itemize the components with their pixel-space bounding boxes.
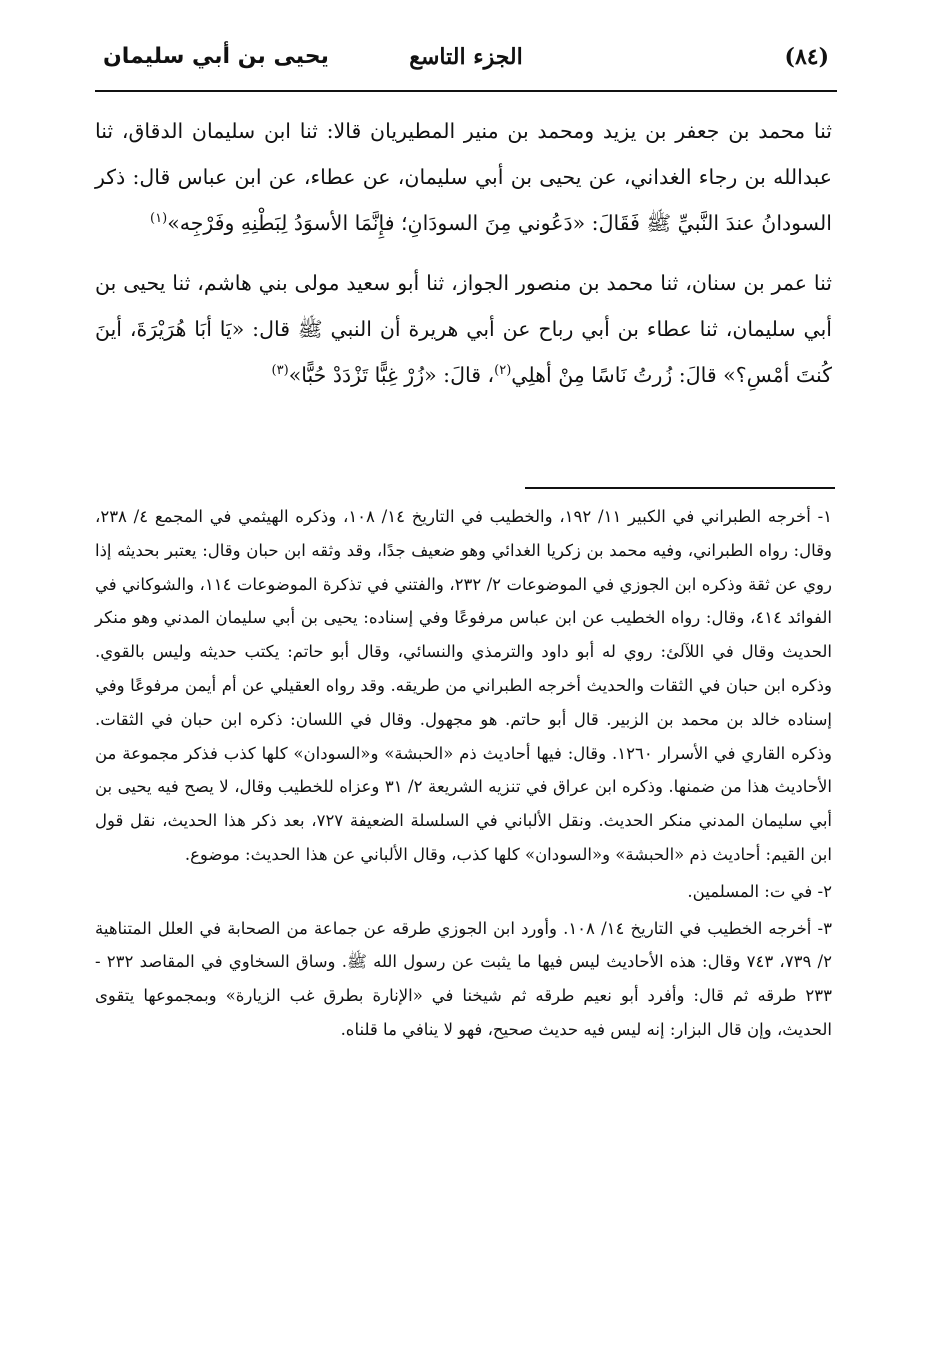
running-header	[95, 30, 837, 92]
footnote-number: ٢-	[817, 881, 832, 901]
section-name: يحيى بن أبي سليمان	[103, 44, 329, 69]
footnote-text: أخرجه الطبراني في الكبير ١١/ ١٩٢، والخطيب في التاريخ ١٤/ ١٠٨، وذكره الهيثمي في المجمع ٤/ ٢٣٨، وقال: رواه الطبراني، وفيه محمد بن زكريا الغدائي وهو ضعيف جدًا، وقد وثقه ابن حبان وقال: يعتبر بحديثه إذا روي عن ثقة وذكره ابن الجوزي في الموضوعات ٢/ ٢٣٢، والفتني في تذكرة الموضوعات ١١٤، والشوكاني في الفوائد ٤١٤، وقال: رواه الخطيب عن ابن عباس مرفوعًا وفي إسناده: يحيى بن أبي سليمان المدني وهو منكر الحديث وقال في اللآلئ: روي له أبو داود والترمذي والنسائي، وقال أبو حاتم: يكتب حديثه وليس بالقوي. وذكره ابن حبان في الثقات والحديث أخرجه الطبراني من طريقه. وقد رواه العقيلي عن أم أيمن مرفوعًا وفي إسناده خالد بن محمد بن الزبير. قال أبو حاتم. هو مجهول. وقال في اللسان: ذكره ابن حبان في الثقات. وذكره القاري في الأسرار ١٢٦٠. وقال: فيها أحاديث ذم «الحبشة» و«السودان» كلها كذب فذكر مجموعة من الأحاديث هذا من ضمنها. وذكره ابن عراق في تنزيه الشريعة ٢/ ٣١ وعزاه للخطيب وقال، لا يصح فيه يحيى بن أبي سليمان المدني منكر الحديث. ونقل الألباني في السلسلة الضعيفة ٧٢٧، بعد ذكر هذا الحديث، نقل قول ابن القيم: أحاديث ذم «الحبشة» و«السودان» كلها كذب، وقال الألباني عن هذا الحديث: موضوع.	[95, 507, 833, 864]
hadith-paragraph-1	[95, 108, 832, 246]
paragraph-text: ثنا محمد بن جعفر بن يزيد ومحمد بن منير المطيريان قالا: ثنا ابن سليمان الدقاق، ثنا عبدالله بن رجاء الغداني، عن يحيى بن أبي سليمان، عن عطاء، عن ابن عباس قال: ذكر السودانُ عندَ النَّبيِّ ﷺ فَقَالَ: «دَعُوني مِنَ السودَانِ؛ فإِنَّمَا الأسوَدُ لِبَطْنِهِ وفَرْجِه»	[95, 119, 832, 235]
footnote-text: في ت: المسلمين.	[687, 881, 813, 901]
footnote-number: ٣-	[817, 918, 832, 938]
footnote-reference: (١)	[150, 211, 168, 227]
paragraph-text: ثنا عمر بن سنان، ثنا محمد بن منصور الجواز، ثنا أبو سعيد مولى بني هاشم، ثنا يحيى بن أبي سليمان، ثنا عطاء بن أبي رباح عن أبي هريرة أن النبي ﷺ قال: «يَا أبَا هُرَيْرَةَ، أينَ كُنتَ أمْسِ؟» قالَ: زُرتُ نَاسًا مِنْ أهلِي	[95, 271, 832, 387]
paragraph-text-continued: ، قالَ: «زُرْ غِبًّا تَزْدَدْ حُبًّا»	[288, 363, 495, 387]
footnote-text: أخرجه الخطيب في التاريخ ١٤/ ١٠٨. وأورد ابن الجوزي طرقه عن جماعة من الصحابة في العلل المتناهية ٢/ ٧٣٩، ٧٤٣ وقال: هذه الأحاديث ليس فيها ما يثبت عن رسول الله ﷺ. وساق السخاوي في المقاصد ٢٣٢ - ٢٣٣ طرقه ثم قال: وأفرد أبو نعيم طرقه ثم شيخنا في «الإنارة بطرق غب الزيارة» وبمجموعها يتقوى الحديث، وإن قال البزار: إنه ليس فيه حديث صحيح، فهو لا ينافي ما قلناه.	[95, 918, 832, 1039]
hadith-paragraph-2	[95, 260, 832, 398]
footnote-reference: (٢)	[494, 363, 512, 379]
footnote-divider	[525, 487, 835, 489]
footnotes	[95, 500, 832, 1047]
footnote-2	[95, 875, 832, 909]
footnote-1	[95, 500, 832, 872]
page-number: (٨٤)	[784, 44, 829, 70]
volume-title: الجزء التاسع	[409, 44, 523, 70]
footnote-reference: (٣)	[271, 363, 289, 379]
footnote-3	[95, 912, 832, 1047]
main-text	[95, 108, 832, 398]
footnote-number: ١-	[817, 507, 833, 526]
